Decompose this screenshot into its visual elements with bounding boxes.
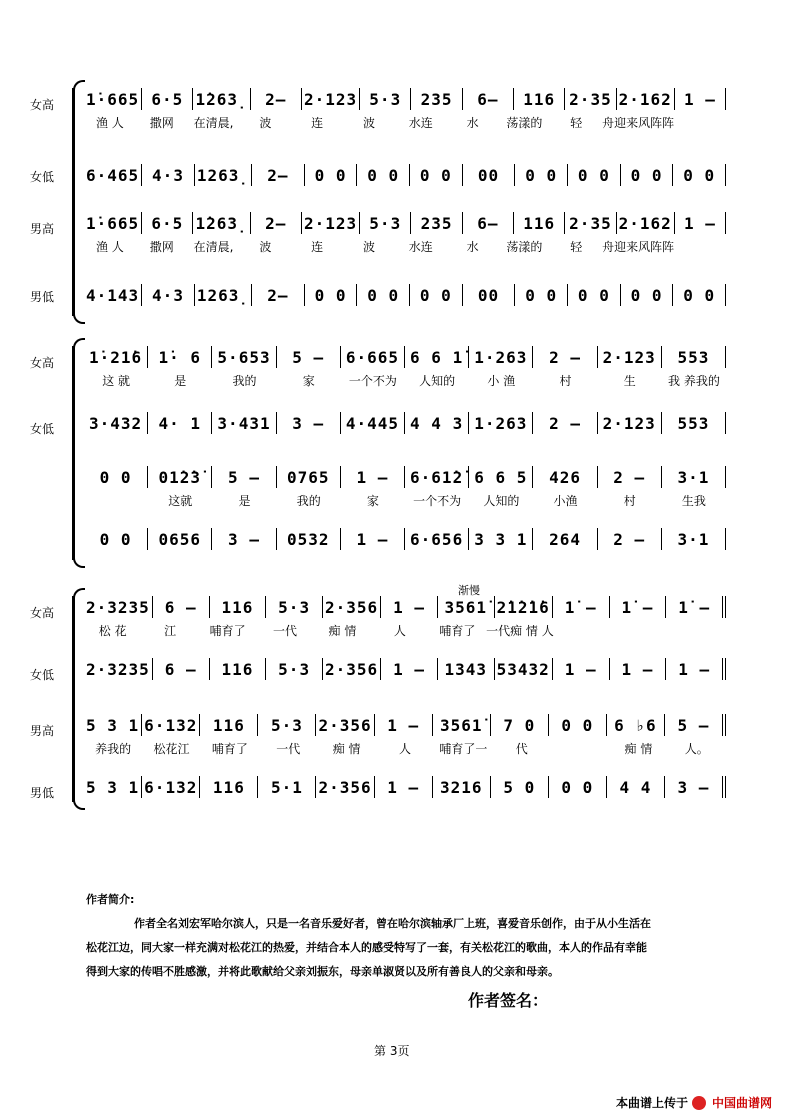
measure: 6– [463, 88, 514, 110]
measure: 3561̇ [433, 714, 491, 736]
part-alto [0, 150, 790, 206]
measure: 6 – [153, 596, 210, 618]
signature-label: 作者签名： [468, 991, 549, 1010]
notes-row [84, 212, 726, 234]
lyrics-row [84, 372, 726, 388]
bio-line: 得到大家的传唱不胜感激，并将此歌献给父亲刘振东，母亲单淑贤以及所有善良人的父亲和母亲。 [86, 965, 559, 978]
measure: 1 – [381, 596, 438, 618]
lyric: 人知的 [419, 373, 456, 388]
measure: 3·432 [84, 412, 148, 434]
measure: 0 0 [410, 164, 463, 186]
lyric: 人 [393, 623, 406, 638]
part-label: 男高 [30, 724, 55, 738]
lyric: 水连 [408, 239, 433, 254]
measure: 0 0 [568, 284, 621, 306]
part-label: 女高 [30, 356, 55, 370]
lyric: 江 [164, 623, 177, 638]
lyric: 撒网 [149, 115, 174, 130]
measure: 116 [200, 776, 258, 798]
measure: 1 – [381, 658, 438, 680]
lyric: 痴 情 [624, 741, 653, 756]
measure: 1·263 [469, 346, 533, 368]
measure: 0 0 [673, 284, 726, 306]
measure: 1̇ – [666, 596, 726, 618]
lyric: 我的 [232, 373, 257, 388]
lyric: 生我 [681, 493, 706, 508]
measure: 116 [210, 658, 267, 680]
part-bass [0, 776, 790, 832]
measure: 1̇· 6 [148, 346, 212, 368]
lyric: 水连 [408, 115, 433, 130]
measure: 4 4 [607, 776, 665, 798]
bio-line: 松花江边，同大家一样充满对松花江的热爱，并结合本人的感受特写了一套，有关松花江的歌曲，本人的作品有幸能 [86, 941, 647, 954]
measure: 6 6 1̇ [405, 346, 469, 368]
lyric: 这就 [168, 493, 193, 508]
measure: 2·356 [316, 714, 374, 736]
lyrics-row [84, 114, 726, 130]
lyric: 哺育了 [439, 623, 476, 638]
measure: 6 6 5 [469, 466, 533, 488]
measure: 5·3 [266, 658, 323, 680]
measure: 5·3 [258, 714, 316, 736]
measure: 6·132 [142, 714, 200, 736]
measure: 2̇1̇2̇1̇6 [495, 596, 553, 618]
measure: 4·3 [142, 284, 195, 306]
lyric: 连 [311, 115, 324, 130]
measure: 3561̇ [438, 596, 495, 618]
lyric: 波 [259, 239, 272, 254]
part-label: 男高 [30, 222, 55, 236]
measure: 5·653 [212, 346, 276, 368]
bio-line: 作者全名刘宏军哈尔滨人，只是一名音乐爱好者，曾在哈尔滨轴承厂上班，喜爱音乐创作，由于从小生活在 [134, 917, 651, 930]
lyrics-row [84, 238, 726, 254]
measure: 0 0 [357, 284, 410, 306]
lyric: 家 [302, 373, 315, 388]
measure: 2– [252, 164, 305, 186]
part-label: 女低 [30, 170, 55, 184]
footer-credit [616, 1094, 772, 1111]
measure: 116 [210, 596, 267, 618]
measure: 116 [514, 212, 565, 234]
lyrics-row [84, 740, 726, 756]
measure: 5·3 [360, 88, 411, 110]
measure: 6·656 [405, 528, 469, 550]
bio-heading: 作者简介: [86, 893, 135, 906]
measure: 2·123 [302, 212, 360, 234]
part-label: 女低 [30, 668, 55, 682]
measure: 1 – [675, 88, 726, 110]
lyric: 一代痴 情 人 [486, 623, 554, 638]
measure: 2·35 [565, 88, 616, 110]
measure: 0 0 [357, 164, 410, 186]
measure: 3 – [212, 528, 276, 550]
lyric: 轻 [570, 239, 583, 254]
measure: 1 – [375, 776, 433, 798]
measure: 3 – [665, 776, 726, 798]
lyric: 家 [366, 493, 379, 508]
measure: 0656 [148, 528, 212, 550]
measure: 0 0 [673, 164, 726, 186]
measure: 1 – [553, 658, 610, 680]
notes-row [84, 776, 726, 798]
part-alto [0, 658, 790, 714]
notes-row [84, 284, 726, 306]
measure: 1 – [610, 658, 667, 680]
measure: 1̇·665 [84, 212, 142, 234]
author-bio [86, 888, 726, 984]
site-logo-icon [692, 1096, 706, 1110]
measure: 2·123 [598, 346, 662, 368]
notes-row [84, 714, 726, 736]
lyrics-row [84, 492, 726, 508]
measure: 0 0 [305, 164, 358, 186]
notes-row [84, 88, 726, 110]
measure: 5 3 1 [84, 714, 142, 736]
lyric: 我的 [296, 493, 321, 508]
lyric: 是 [174, 373, 187, 388]
measure: 1 – [675, 212, 726, 234]
measure: 2·3235 [84, 596, 153, 618]
lyric: 渔 人 [95, 115, 124, 130]
part-bass [0, 274, 790, 330]
lyric: 是 [238, 493, 251, 508]
measure: 264 [533, 528, 597, 550]
part-label: 男低 [30, 786, 55, 800]
measure: 0 0 [410, 284, 463, 306]
lyric: 荡漾的 [506, 239, 543, 254]
measure: 6·465 [84, 164, 142, 186]
lyric: 撒网 [149, 239, 174, 254]
measure: 6 – [153, 658, 210, 680]
measure: 0 0 [84, 466, 148, 488]
measure: 6·61̇2̇ [405, 466, 469, 488]
lyric: 这 就 [102, 373, 131, 388]
measure: 0532 [277, 528, 341, 550]
measure: 1̇263̣ [193, 88, 250, 110]
measure: 3·1 [662, 528, 726, 550]
measure: 2·356 [323, 658, 381, 680]
part-tenor [0, 466, 790, 522]
lyric: 在清晨, [193, 115, 234, 130]
lyric: 人知的 [483, 493, 520, 508]
measure: 5 – [212, 466, 276, 488]
measure: 0 0 [549, 714, 607, 736]
measure: 3216 [433, 776, 491, 798]
lyric: 水 [466, 115, 479, 130]
measure: 4·3 [142, 164, 195, 186]
lyric: 在清晨, [193, 239, 234, 254]
measure: 3 – [277, 412, 341, 434]
measure: 5 – [277, 346, 341, 368]
measure: 4·143 [84, 284, 142, 306]
measure: 235 [411, 88, 462, 110]
footer-text: 本曲谱上传于 [615, 1096, 688, 1110]
lyrics-row [84, 622, 726, 638]
part-soprano [0, 88, 790, 144]
part-label: 男低 [30, 290, 55, 304]
lyric: 人。 [684, 741, 709, 756]
lyric: 轻 [570, 115, 583, 130]
notes-row [84, 164, 726, 186]
lyric: 舟迎来风阵阵 [602, 239, 675, 254]
lyric: 一代 [276, 741, 301, 756]
measure: 5 – [665, 714, 726, 736]
measure: 3 3 1 [469, 528, 533, 550]
measure: 0 0 [621, 284, 674, 306]
measure: 2 – [533, 412, 597, 434]
lyric: 松花江 [153, 741, 190, 756]
measure: 6·132 [142, 776, 200, 798]
footer-site-link[interactable]: 中国曲谱网 [711, 1096, 772, 1110]
lyric: 村 [623, 493, 636, 508]
measure: 6·5 [142, 212, 193, 234]
measure: 3·1 [662, 466, 726, 488]
measure: 0 0 [568, 164, 621, 186]
notes-row [84, 528, 726, 550]
measure: 0 0 [549, 776, 607, 798]
measure: 4· 1 [148, 412, 212, 434]
measure: 2·123 [598, 412, 662, 434]
measure: 2·3235 [84, 658, 153, 680]
lyric: 养我的 [95, 741, 132, 756]
lyric: 痴 情 [332, 741, 361, 756]
part-tenor [0, 714, 790, 770]
measure: 0 0 [84, 528, 148, 550]
part-tenor [0, 212, 790, 268]
lyric: 村 [559, 373, 572, 388]
lyric: 小渔 [553, 493, 578, 508]
part-soprano [0, 596, 790, 652]
measure: 1 – [341, 528, 405, 550]
measure: 2·162 [617, 212, 675, 234]
notes-row [84, 466, 726, 488]
lyric: 一代 [273, 623, 298, 638]
measure: 1̇·21̇6 [84, 346, 148, 368]
measure: 1263̣ [195, 284, 252, 306]
measure: 553 [662, 346, 726, 368]
lyric: 生 [623, 373, 636, 388]
measure: 2– [251, 88, 302, 110]
measure: 6 ♭6 [607, 714, 665, 736]
measure: 1̇263̣ [193, 212, 250, 234]
lyric: 水 [466, 239, 479, 254]
part-alto [0, 412, 790, 468]
lyric: 哺育了 [209, 623, 246, 638]
measure: 2– [252, 284, 305, 306]
measure: 1 – [666, 658, 726, 680]
lyric: 代 [515, 741, 528, 756]
measure: 4 4 3 [405, 412, 469, 434]
lyric: 哺育了 [211, 741, 248, 756]
lyric: 连 [311, 239, 324, 254]
lyric: 荡漾的 [506, 115, 543, 130]
lyric: 松 花 [98, 623, 127, 638]
part-label: 女高 [30, 98, 55, 112]
measure: 1263̣ [195, 164, 252, 186]
lyric: 一个不为 [348, 373, 397, 388]
measure: 5·3 [360, 212, 411, 234]
notes-row [84, 412, 726, 434]
notes-row [84, 658, 726, 680]
measure: 6– [463, 212, 514, 234]
measure: 1̇ – [553, 596, 610, 618]
measure: 2·123 [302, 88, 360, 110]
measure: 0 0 [515, 284, 568, 306]
measure: 2 – [598, 466, 662, 488]
measure: 6·5 [142, 88, 193, 110]
measure: 1 – [341, 466, 405, 488]
measure: 0 0 [305, 284, 358, 306]
measure: 1343 [438, 658, 495, 680]
measure: 1̇·665 [84, 88, 142, 110]
tempo-mark: 渐慢 [458, 584, 480, 597]
lyric: 波 [362, 115, 375, 130]
measure: 426 [533, 466, 597, 488]
measure: 7 0 [491, 714, 549, 736]
lyric: 哺育了一 [439, 741, 488, 756]
measure: 2·356 [316, 776, 374, 798]
lyric: 一个不为 [413, 493, 462, 508]
measure: 5·1 [258, 776, 316, 798]
measure: 53432 [495, 658, 553, 680]
measure: 116 [200, 714, 258, 736]
part-bass [0, 528, 790, 584]
part-soprano [0, 346, 790, 402]
lyric: 舟迎来风阵阵 [602, 115, 675, 130]
measure: 2 – [533, 346, 597, 368]
measure: 235 [411, 212, 462, 234]
part-label: 女低 [30, 422, 55, 436]
measure: 0765 [277, 466, 341, 488]
part-label: 女高 [30, 606, 55, 620]
lyric: 我 养我的 [668, 373, 720, 388]
measure: 01̇2̇3̇ [148, 466, 212, 488]
measure: 5 3 1 [84, 776, 142, 798]
measure: 1 – [375, 714, 433, 736]
measure: 1·263 [469, 412, 533, 434]
measure: 00 [463, 284, 516, 306]
lyric: 波 [259, 115, 272, 130]
measure: 6·665 [341, 346, 405, 368]
measure: 5·3 [266, 596, 323, 618]
lyric: 人 [398, 741, 411, 756]
measure: 4·445 [341, 412, 405, 434]
measure: 00 [463, 164, 516, 186]
measure: 3·431 [212, 412, 276, 434]
measure: 1̇ – [610, 596, 667, 618]
measure: 2– [251, 212, 302, 234]
measure: 2·35 [565, 212, 616, 234]
measure: 116 [514, 88, 565, 110]
measure: 2·356 [323, 596, 381, 618]
notes-row [84, 346, 726, 368]
measure: 553 [662, 412, 726, 434]
page-number: 第 3页 [374, 1044, 410, 1058]
measure: 0 0 [515, 164, 568, 186]
measure: 2·162 [617, 88, 675, 110]
notes-row [84, 596, 726, 618]
lyric: 痴 情 [328, 623, 357, 638]
lyric: 渔 人 [95, 239, 124, 254]
measure: 2 – [598, 528, 662, 550]
measure: 0 0 [621, 164, 674, 186]
lyric: 波 [362, 239, 375, 254]
lyric: 小 渔 [487, 373, 516, 388]
measure: 5 0 [491, 776, 549, 798]
